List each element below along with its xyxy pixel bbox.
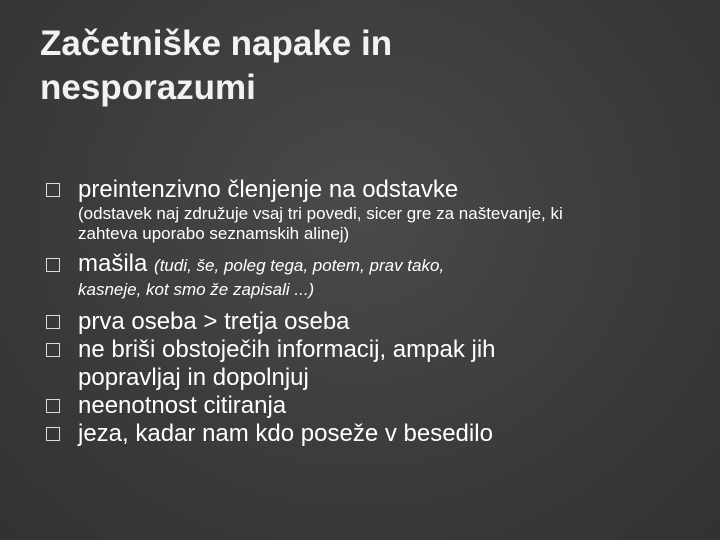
square-bullet-icon (46, 258, 60, 272)
list-item (46, 392, 686, 420)
square-bullet-icon (46, 399, 60, 413)
item-main-text: jeza, kadar nam kdo poseže v besedilo (78, 420, 493, 447)
title-line-1: Začetniške napake in (40, 24, 393, 63)
item-main-text: preintenzivno členjenje na odstavke (78, 176, 459, 203)
list-item (46, 250, 686, 300)
list-item (46, 420, 686, 448)
square-bullet-icon (46, 183, 60, 197)
bullet-list (46, 176, 686, 448)
slide-title (40, 22, 680, 110)
item-sub-text: kasneje, kot smo že zapisali ...) (78, 280, 315, 299)
item-main-text: neenotnost citiranja (78, 392, 287, 419)
square-bullet-icon (46, 427, 60, 441)
list-item (46, 176, 686, 244)
list-item (46, 308, 686, 336)
item-main-text: mašila (78, 250, 148, 277)
item-main-line (78, 250, 686, 280)
square-bullet-icon (46, 315, 60, 329)
square-bullet-icon (46, 343, 60, 357)
item-main-text: prva oseba > tretja oseba (78, 308, 350, 335)
list-item (46, 336, 686, 392)
item-inline-text: (tudi, še, poleg tega, potem, prav tako, (154, 256, 445, 275)
item-main-text: ne briši obstoječih informacij, ampak jih popravljaj in dopolnjuj (78, 336, 496, 391)
title-line-2: nesporazumi (40, 68, 256, 107)
item-sub-text: (odstavek naj združuje vsaj tri povedi, sicer gre za naštevanje, ki zahteva uporabo seznamskih alinej) (78, 204, 563, 243)
